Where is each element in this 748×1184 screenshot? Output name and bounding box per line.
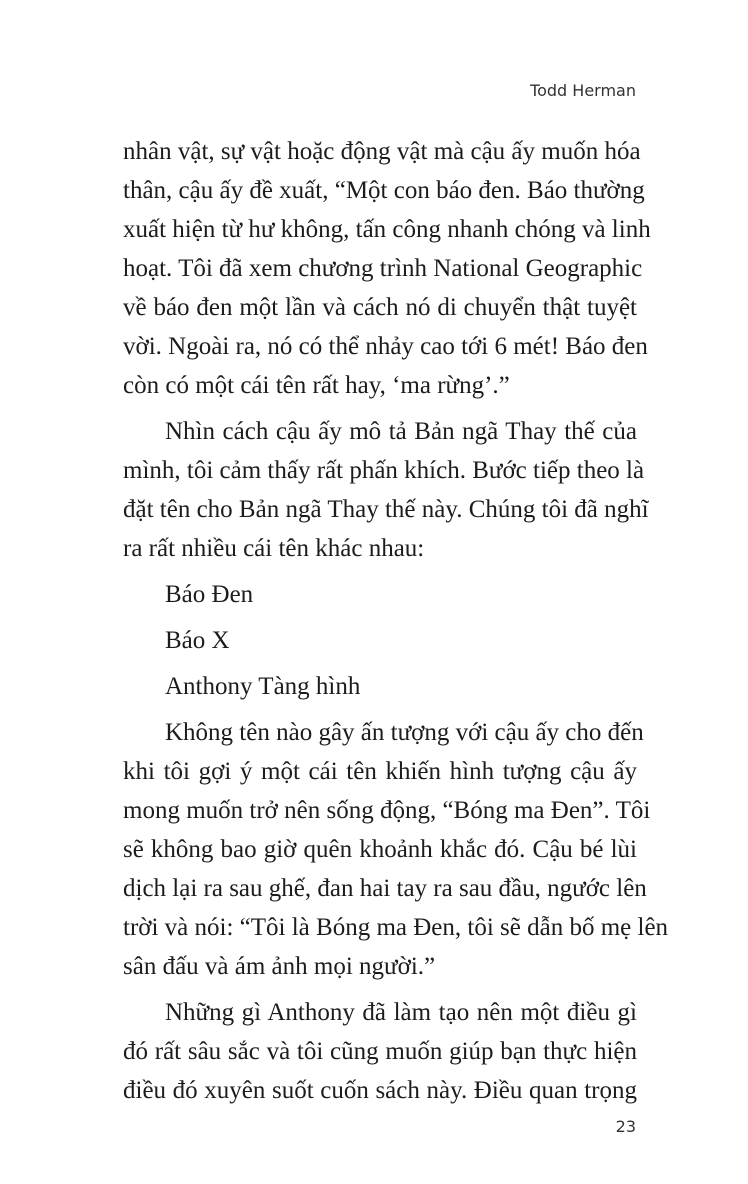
text-line: trời và nói: “Tôi là Bóng ma Đen, tôi sẽ dẫn bố mẹ lên xyxy=(123,914,669,941)
text-line: sẽ không bao giờ quên khoảnh khắc đó. Cậu bé lùi xyxy=(123,836,637,863)
name-list-item: Báo X xyxy=(165,627,230,654)
page-number: 23 xyxy=(615,1117,636,1136)
text-line: Những gì Anthony đã làm tạo nên một điều gì xyxy=(165,999,637,1026)
text-line: dịch lại ra sau ghế, đan hai tay ra sau đầu, ngước lên xyxy=(123,875,647,902)
text-line: mong muốn trở nên sống động, “Bóng ma Đen”. Tôi xyxy=(123,797,651,824)
text-line: Không tên nào gây ấn tượng với cậu ấy cho đến xyxy=(165,719,644,746)
text-line: về báo đen một lần và cách nó di chuyển thật tuyệt xyxy=(123,294,637,321)
name-list-item: Anthony Tàng hình xyxy=(165,673,361,700)
text-line: Nhìn cách cậu ấy mô tả Bản ngã Thay thế của xyxy=(165,418,637,445)
text-line: khi tôi gợi ý một cái tên khiến hình tượng cậu ấy xyxy=(123,758,637,785)
name-list-item: Báo Đen xyxy=(165,581,254,608)
text-line: đó rất sâu sắc và tôi cũng muốn giúp bạn thực hiện xyxy=(123,1038,637,1065)
text-line: thân, cậu ấy đề xuất, “Một con báo đen. Báo thường xyxy=(123,177,645,204)
text-line: ra rất nhiều cái tên khác nhau: xyxy=(123,535,425,562)
running-head-author: Todd Herman xyxy=(530,81,636,100)
text-line: còn có một cái tên rất hay, ‘ma rừng’.” xyxy=(123,372,510,399)
text-line: hoạt. Tôi đã xem chương trình National Geographic xyxy=(123,255,643,282)
text-line: nhân vật, sự vật hoặc động vật mà cậu ấy muốn hóa xyxy=(123,138,641,165)
text-line: điều đó xuyên suốt cuốn sách này. Điều quan trọng xyxy=(123,1077,637,1104)
text-line: mình, tôi cảm thấy rất phấn khích. Bước tiếp theo là xyxy=(123,457,645,484)
text-line: sân đấu và ám ảnh mọi người.” xyxy=(123,953,436,980)
text-line: vời. Ngoài ra, nó có thể nhảy cao tới 6 mét! Báo đen xyxy=(123,333,648,360)
text-line: xuất hiện từ hư không, tấn công nhanh chóng và linh xyxy=(123,216,651,243)
text-line: đặt tên cho Bản ngã Thay thế này. Chúng tôi đã nghĩ xyxy=(123,496,649,523)
